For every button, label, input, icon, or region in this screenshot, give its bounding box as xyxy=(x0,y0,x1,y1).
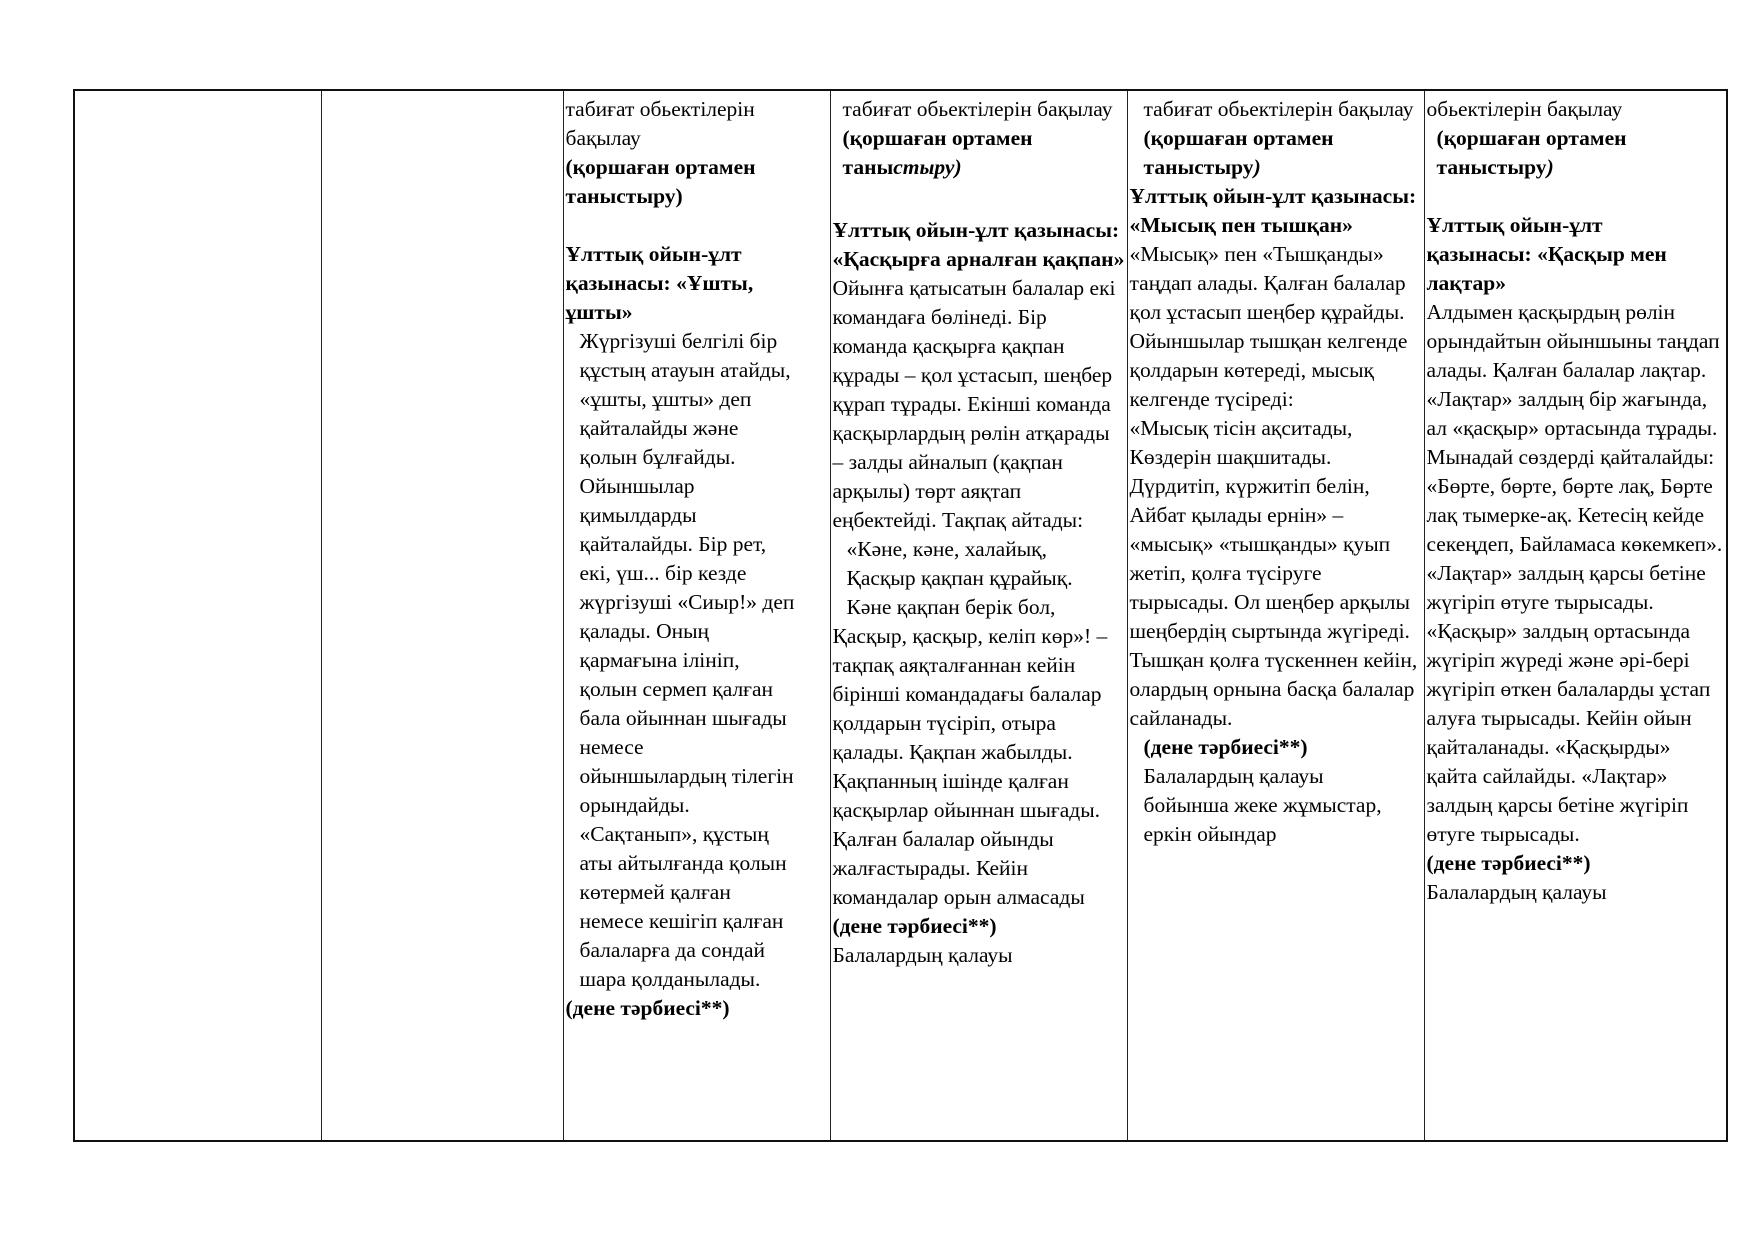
rhyme-line-3: Кәне қақпан берік бол, xyxy=(846,595,1056,619)
subject-tag: (дене тәрбиесі**) xyxy=(565,996,730,1020)
empty-cell-2 xyxy=(321,90,563,1141)
topic-text: табиғат обьектілерін бақылау xyxy=(565,97,755,150)
topic-bold: (қоршаған ортамен таныстыру) xyxy=(565,155,756,208)
game-title: Ұлттық ойын-ұлт қазынасы: «Мысық пен тышқан» xyxy=(1129,184,1417,237)
tail-text: Балалардың қалауы xyxy=(832,943,1013,967)
topic-italic: ) xyxy=(1546,155,1554,179)
schedule-table xyxy=(73,89,1728,1142)
topic-text: табиғат обьектілерін бақылау xyxy=(1143,97,1414,121)
topic-italic: ) xyxy=(1253,155,1261,179)
day-cell-3 xyxy=(1127,90,1424,1141)
game-text: «Мысық» пен «Тышқанды» таңдап алады. Қалған балалар қол ұстасып шеңбер құрайды. Ойыншылар тышқан келгенде қолдарын көтереді, мысық келгенде түсіреді: xyxy=(1129,242,1408,411)
tail-text: Балалардың қалауы xyxy=(1426,880,1607,904)
tail-text: Балалардың қалауы бойынша жеке жұмыстар, еркін ойындар xyxy=(1143,764,1382,846)
game-title: Ұлттық ойын-ұлт қазынасы: «Ұшты, ұшты» xyxy=(565,242,754,324)
topic-bold: (қоршаған ортамен таны xyxy=(842,126,1033,179)
game-title: Ұлттық ойын-ұлт қазынасы: «Қасқырға арналған қақпан» xyxy=(832,218,1125,271)
subject-tag: (дене тәрбиесі**) xyxy=(832,914,997,938)
game-text-2: Қасқыр, қасқыр, келіп көр»! – тақпақ аяқталғаннан кейін бірінші командадағы балалар қолдарын түсіріп, отыра қалады. Қақпан жабылды. Қақпанның ішінде қалған қасқырлар ойыннан шығады. Қалған балалар ойынды жалғастырады. Кейін командалар орын алмасады xyxy=(832,624,1108,909)
game-text: Алдымен қасқырдың рөлін орындайтын ойыншыны таңдап алады. Қалған балалар лақтар. «Лақтар» залдың бір жағында, ал «қасқыр» ортасында тұрады. Мынадай сөздерді қайталайды: «Бөрте, бөрте, бөрте лақ, Бөрте лақ тымерке-ақ. Кетесің кейде секеңдеп, Байламаса көкемкеп». «Лақтар» залдың қарсы бетіне жүгіріп өтуге тырысады. «Қасқыр» залдың ортасында жүгіріп жүреді және әрі-бері жүгіріп өткен балаларды ұстап алуға тырысады. Кейін ойын қайталанады. «Қасқырды» қайта сайлайды. «Лақтар» залдың қарсы бетіне жүгіріп өтуге тырысады. xyxy=(1426,300,1723,846)
empty-cell-1 xyxy=(74,90,321,1141)
subject-tag: (дене тәрбиесі**) xyxy=(1143,735,1308,759)
subject-tag: (дене тәрбиесі**) xyxy=(1426,851,1591,875)
table-row xyxy=(74,90,1727,1141)
rhyme-line-2: Қасқыр қақпан құрайық. xyxy=(846,566,1073,590)
game-text-2: «Мысық тісін ақситады, Көздерін шақшитады. Дүрдитіп, күржитіп белін, Айбат қылады ернін» – «мысық» «тышқанды» қуып жетіп, қолға түсіруге тырысады. Ол шеңбер арқылы шеңбердің сыртында жүгіреді. Тышқан қолға түскеннен кейін, олардың орнына басқа балалар сайланады. xyxy=(1129,416,1418,730)
game-text: Ойынға қатысатын балалар екі командаға бөлінеді. Бір команда қасқырға қақпан құрады – қол ұстасып, шеңбер құрап тұрады. Екінші команда қасқырлардың рөлін атқарады – залды айналып (қақпан арқылы) төрт аяқтап еңбектейді. Тақпақ айтады: xyxy=(832,276,1116,532)
topic-text: обьектілерін бақылау xyxy=(1426,97,1623,121)
game-text: Жүргізуші белгілі бір құстың атауын атайды, «ұшты, ұшты» деп қайталайды және қолын бұлғайды. Ойыншылар қимылдарды қайталайды. Бір рет, екі, үш... бір кезде жүргізуші «Сиыр!» деп қалады. Оның қармағына ілініп, қолын сермеп қалған бала ойыннан шығады немесе ойыншылардың тілегін орындайды. «Сақтанып», құстың аты айтылғанда қолын көтермей қалған немесе кешігіп қалған балаларға да сондай шара қолданылады. xyxy=(579,329,795,991)
day-cell-4 xyxy=(1424,90,1727,1141)
day-cell-2 xyxy=(830,90,1127,1141)
topic-bold: (қоршаған ортамен таныстыру xyxy=(1143,126,1334,179)
rhyme-line-1: «Кәне, кәне, халайық, xyxy=(846,537,1047,561)
day-cell-1 xyxy=(563,90,830,1141)
topic-text: табиғат обьектілерін бақылау xyxy=(842,97,1113,121)
game-title: Ұлттық ойын-ұлт қазынасы: «Қасқыр мен лақтар» xyxy=(1426,213,1667,295)
topic-bold: (қоршаған ортамен таныстыру xyxy=(1436,126,1627,179)
topic-italic: стыру) xyxy=(893,155,962,179)
